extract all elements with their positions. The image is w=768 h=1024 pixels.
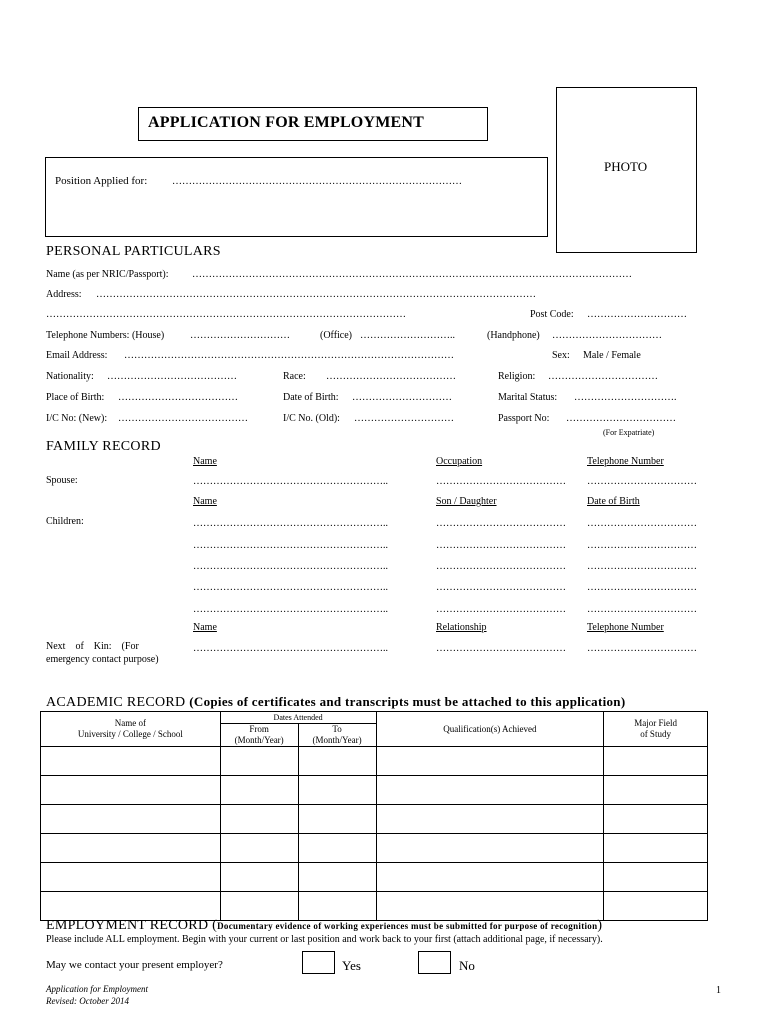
table-cell[interactable] — [376, 834, 604, 863]
name-label: Name (as per NRIC/Passport): — [46, 269, 169, 280]
child-3-name-field[interactable]: ………………………………………………….. — [193, 561, 388, 572]
spouse-col-phone: Telephone Number — [587, 456, 664, 467]
phone-hand-label: (Handphone) — [487, 330, 540, 341]
kin-col-relationship: Relationship — [436, 622, 487, 633]
religion-field[interactable]: …………………………… — [548, 371, 658, 382]
email-label: Email Address: — [46, 350, 108, 361]
dob-label: Date of Birth: — [283, 392, 339, 403]
phone-office-field[interactable]: ……………………….. — [360, 330, 455, 341]
personal-heading: PERSONAL PARTICULARS — [46, 244, 221, 259]
spouse-col-occupation: Occupation — [436, 456, 483, 467]
ic-new-field[interactable]: ………………………………… — [118, 413, 248, 424]
child-1-relation-field[interactable]: ………………………………… — [436, 518, 566, 529]
col-institution-line2: University / College / School — [77, 729, 183, 739]
table-cell[interactable] — [298, 834, 376, 863]
table-cell[interactable] — [41, 863, 221, 892]
photo-label: PHOTO — [604, 159, 648, 174]
child-5-relation-field[interactable]: ………………………………… — [436, 604, 566, 615]
phone-house-label: Telephone Numbers: (House) — [46, 330, 165, 341]
table-row — [41, 776, 708, 805]
employment-instruction: Please include ALL employment. Begin with your current or last position and work back to your first (attach additional page, if necessary). — [46, 934, 603, 945]
table-cell[interactable] — [604, 892, 708, 921]
kin-relationship-field[interactable]: ………………………………… — [436, 643, 566, 654]
phone-hand-field[interactable]: …………………………… — [552, 330, 662, 341]
email-field[interactable]: ……………………………………………………………………………………… — [124, 350, 454, 361]
col-major-line2: of Study — [640, 729, 671, 739]
child-3-dob-field[interactable]: …………………………… — [587, 561, 697, 572]
table-cell[interactable] — [604, 863, 708, 892]
col-to-line1: To — [332, 724, 342, 734]
dob-field[interactable]: ………………………… — [352, 392, 452, 403]
name-field[interactable]: …………………………………………………………………………………………………………………… — [192, 269, 632, 280]
child-4-name-field[interactable]: ………………………………………………….. — [193, 582, 388, 593]
col-to-line2: (Month/Year) — [312, 735, 362, 745]
address-label: Address: — [46, 289, 82, 300]
postcode-field[interactable]: ………………………… — [587, 309, 687, 320]
col-from-line2: (Month/Year) — [234, 735, 284, 745]
address-line2-field[interactable]: ……………………………………………………………………………………………… — [46, 309, 406, 320]
child-2-dob-field[interactable]: …………………………… — [587, 540, 697, 551]
sex-options[interactable]: Male / Female — [583, 350, 641, 361]
spouse-col-name: Name — [193, 456, 217, 467]
academic-header-row — [41, 712, 708, 724]
child-3-relation-field[interactable]: ………………………………… — [436, 561, 566, 572]
table-cell[interactable] — [220, 834, 298, 863]
employment-heading-close: ) — [597, 918, 603, 933]
col-from — [220, 724, 298, 747]
employment-heading-note: Documentary evidence of working experiences must be submitted for purpose of recognition — [217, 921, 598, 931]
table-row — [41, 863, 708, 892]
table-cell[interactable] — [376, 747, 604, 776]
address-field[interactable]: …………………………………………………………………………………………………………………… — [96, 289, 536, 300]
table-cell[interactable] — [220, 747, 298, 776]
table-cell[interactable] — [376, 863, 604, 892]
child-4-dob-field[interactable]: …………………………… — [587, 582, 697, 593]
passport-label: Passport No: — [498, 413, 550, 424]
table-cell[interactable] — [604, 805, 708, 834]
table-cell[interactable] — [298, 863, 376, 892]
pob-field[interactable]: ……………………………… — [118, 392, 238, 403]
table-cell[interactable] — [220, 863, 298, 892]
marital-field[interactable]: …………………………. — [574, 392, 677, 403]
col-dates-attended: Dates Attended — [220, 712, 376, 724]
table-cell[interactable] — [41, 834, 221, 863]
position-box — [45, 157, 548, 237]
table-cell[interactable] — [220, 805, 298, 834]
employment-heading-main: EMPLOYMENT RECORD ( — [46, 918, 218, 933]
children-col-son-daughter: Son / Daughter — [436, 496, 497, 507]
phone-office-label: (Office) — [320, 330, 353, 341]
children-col-dob: Date of Birth — [587, 496, 640, 507]
employment-heading — [46, 918, 602, 934]
race-label: Race: — [283, 371, 306, 382]
child-5-name-field[interactable]: ………………………………………………….. — [193, 604, 388, 615]
col-qualification: Qualification(s) Achieved — [376, 712, 604, 747]
table-row — [41, 747, 708, 776]
kin-label-line2: emergency contact purpose) — [46, 654, 159, 665]
academic-table — [40, 711, 708, 921]
position-field[interactable]: …………………………………………………………………………… — [172, 176, 462, 187]
table-cell[interactable] — [604, 834, 708, 863]
form-title: APPLICATION FOR EMPLOYMENT — [148, 114, 425, 131]
religion-label: Religion: — [498, 371, 536, 382]
kin-label-line1: Next of Kin: (For — [46, 641, 139, 652]
race-field[interactable]: ………………………………… — [326, 371, 456, 382]
table-cell[interactable] — [220, 776, 298, 805]
expatriate-note: (For Expatriate) — [603, 428, 655, 437]
kin-col-phone: Telephone Number — [587, 622, 664, 633]
spouse-name-field[interactable]: ………………………………………………….. — [193, 476, 388, 487]
col-major-line1: Major Field — [634, 718, 677, 728]
kin-name-field[interactable]: ………………………………………………….. — [193, 643, 388, 654]
contact-no-label: No — [459, 958, 475, 973]
table-row — [41, 834, 708, 863]
table-cell[interactable] — [376, 776, 604, 805]
table-cell[interactable] — [604, 747, 708, 776]
contact-no-checkbox[interactable] — [418, 951, 451, 974]
table-cell[interactable] — [41, 892, 221, 921]
col-from-line1: From — [249, 724, 269, 734]
table-cell[interactable] — [376, 805, 604, 834]
table-cell[interactable] — [298, 776, 376, 805]
child-4-relation-field[interactable]: ………………………………… — [436, 582, 566, 593]
col-institution — [41, 712, 221, 747]
academic-heading — [46, 694, 625, 711]
pob-label: Place of Birth: — [46, 392, 105, 403]
postcode-label: Post Code: — [530, 309, 574, 320]
nationality-label: Nationality: — [46, 371, 94, 382]
children-col-name: Name — [193, 496, 217, 507]
child-2-relation-field[interactable]: ………………………………… — [436, 540, 566, 551]
table-cell[interactable] — [41, 776, 221, 805]
table-cell[interactable] — [41, 805, 221, 834]
table-cell[interactable] — [298, 805, 376, 834]
sex-label: Sex: — [552, 350, 570, 361]
marital-label: Marital Status: — [498, 392, 558, 403]
ic-old-field[interactable]: ………………………… — [354, 413, 454, 424]
table-cell[interactable] — [41, 747, 221, 776]
family-heading: FAMILY RECORD — [46, 439, 161, 454]
academic-heading-main: ACADEMIC RECORD — [46, 695, 186, 710]
table-cell[interactable] — [376, 892, 604, 921]
passport-field[interactable]: …………………………… — [566, 413, 676, 424]
child-2-name-field[interactable]: ………………………………………………….. — [193, 540, 388, 551]
kin-col-name: Name — [193, 622, 217, 633]
footer-revision: Revised: October 2014 — [46, 996, 129, 1006]
ic-new-label: I/C No: (New): — [46, 413, 108, 424]
spouse-label: Spouse: — [46, 475, 78, 486]
table-cell[interactable] — [298, 892, 376, 921]
col-major — [604, 712, 708, 747]
kin-phone-field[interactable]: …………………………… — [587, 643, 697, 654]
table-row — [41, 892, 708, 921]
contact-question: May we contact your present employer? — [46, 959, 223, 971]
footer-form-name: Application for Employment — [46, 984, 148, 994]
table-cell[interactable] — [604, 776, 708, 805]
contact-yes-checkbox[interactable] — [302, 951, 335, 974]
table-row — [41, 805, 708, 834]
page-number: 1 — [716, 985, 721, 996]
col-institution-line1: Name of — [114, 718, 146, 728]
child-1-dob-field[interactable]: …………………………… — [587, 518, 697, 529]
child-5-dob-field[interactable]: …………………………… — [587, 604, 697, 615]
child-1-name-field[interactable]: ………………………………………………….. — [193, 518, 388, 529]
academic-heading-note: (Copies of certificates and transcripts must be attached to this application) — [189, 694, 626, 709]
phone-house-field[interactable]: ………………………… — [190, 330, 290, 341]
contact-yes-label: Yes — [342, 958, 361, 973]
spouse-occupation-field[interactable]: ………………………………… — [436, 476, 566, 487]
position-label: Position Applied for: — [55, 175, 148, 187]
children-label: Children: — [46, 516, 84, 527]
nationality-field[interactable]: ………………………………… — [107, 371, 237, 382]
table-cell[interactable] — [298, 747, 376, 776]
table-cell[interactable] — [220, 892, 298, 921]
ic-old-label: I/C No. (Old): — [283, 413, 340, 424]
col-to — [298, 724, 376, 747]
spouse-phone-field[interactable]: …………………………… — [587, 476, 697, 487]
